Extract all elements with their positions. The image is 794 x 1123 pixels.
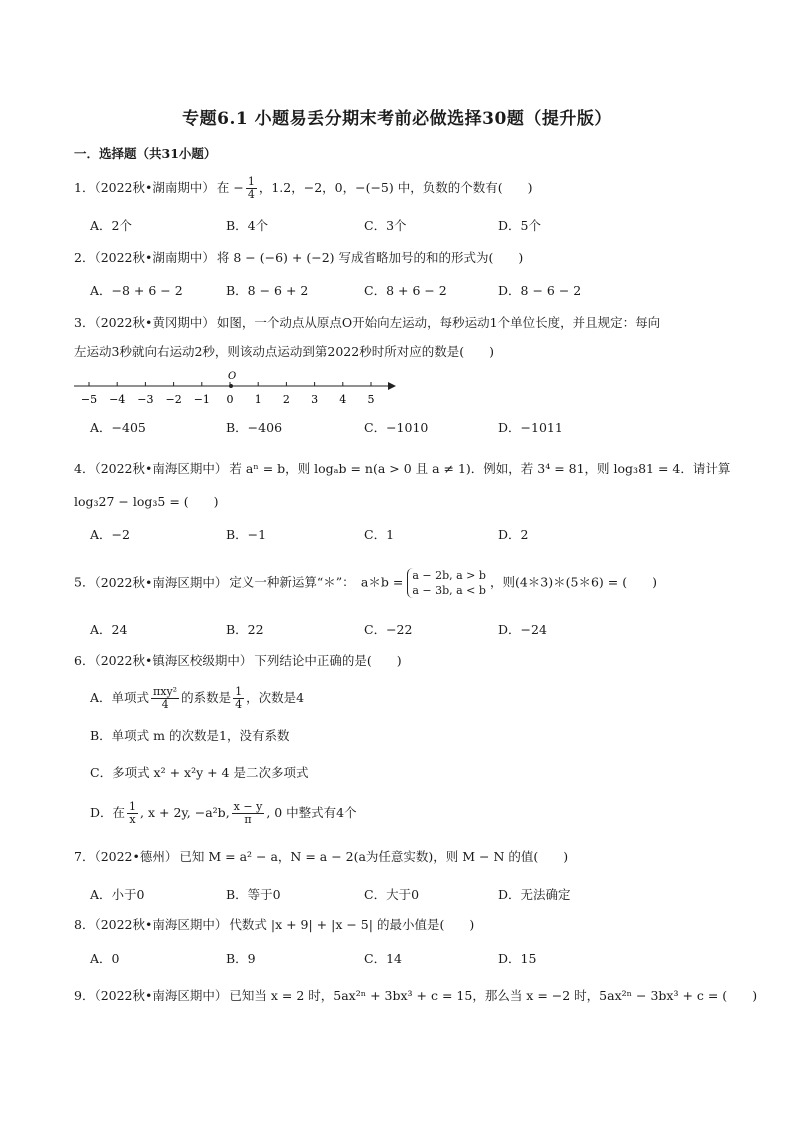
number-line-label: −3: [137, 393, 154, 406]
question-2: 2．（2022秋•湖南期中） 将 8 − (−6) + (−2) 写成省略加号的和的形式为( ): [74, 250, 524, 265]
number-line-label: 3: [311, 393, 319, 406]
option-d[interactable]: D．2: [498, 527, 529, 542]
option-c[interactable]: C．8 + 6 − 2: [364, 283, 447, 298]
question-7: 7．（2022•德州） 已知 M = a² − a，N = a − 2(a为任意实数)，则 M − N 的值( ): [74, 849, 569, 864]
question-3-options: [90, 418, 730, 438]
option-c[interactable]: C．−22: [364, 622, 413, 637]
number-line: [74, 370, 404, 410]
option-c[interactable]: C．−1010: [364, 420, 429, 435]
question-5-options: [90, 620, 730, 640]
question-5: 5．（2022秋•南海区期中） 定义一种新运算“＊”： a＊b = a − 2b, a > b a − 3b, a < b ，则(4＊3)＊(5＊6) = ( ): [74, 569, 657, 597]
number-line-label: 1: [254, 393, 262, 406]
option-d[interactable]: D．15: [498, 951, 537, 966]
option-a[interactable]: A．−405: [90, 420, 146, 435]
question-3-line-2: 左运动3秒就向右运动2秒，则该动点运动到第2022秒时所对应的数是( ): [74, 344, 494, 359]
question-3: 3．（2022秋•黄冈期中） 如图，一个动点从原点O开始向左运动，每秒运动1个单位长度，并且规定：每向: [74, 315, 661, 330]
question-2-options: [90, 281, 730, 301]
option-d[interactable]: D．5个: [498, 218, 541, 233]
option-b[interactable]: B．−1: [226, 527, 267, 542]
question-8-options: [90, 949, 730, 969]
number-line-label: −2: [165, 393, 182, 406]
option-b[interactable]: B．单项式 m 的次数是1，没有系数: [90, 728, 290, 743]
question-4: 4．（2022秋•南海区期中） 若 aⁿ = b，则 logₐb = n(a > 0 且 a ≠ 1)．例如，若 3⁴ = 81，则 log₃81 = 4．请计算: [74, 461, 731, 476]
option-c[interactable]: C．3个: [364, 218, 407, 233]
fraction: $\frac{1}{4}$: [247, 175, 255, 201]
question-7-options: [90, 885, 730, 905]
number-line-label: −4: [109, 393, 126, 406]
option-b[interactable]: B．等于0: [226, 887, 281, 902]
number-line-label: −5: [80, 393, 98, 406]
option-a[interactable]: A．小于0: [90, 887, 145, 902]
option-c[interactable]: C．1: [364, 527, 395, 542]
option-c[interactable]: C．14: [364, 951, 402, 966]
question-9: 9．（2022秋•南海区期中） 已知当 x = 2 时，5ax²ⁿ + 3bx³ + c = 15，那么当 x = −2 时，5ax²ⁿ − 3bx³ + c = ( ): [74, 988, 758, 1003]
option-d[interactable]: D．−24: [498, 622, 547, 637]
origin-label: O: [228, 371, 237, 382]
option-b[interactable]: B．−406: [226, 420, 283, 435]
option-b[interactable]: B．9: [226, 951, 256, 966]
piecewise-definition: a − 2b, a > b a − 3b, a < b: [407, 568, 486, 598]
option-d[interactable]: D．8 − 6 − 2: [498, 283, 582, 298]
number-line-label: 0: [226, 393, 234, 406]
question-1: 1．（2022秋•湖南期中） 在 − $\frac{1}{4}$ ，1.2，−2，0，−(−5) 中，负数的个数有( ): [74, 175, 533, 201]
option-a[interactable]: A．−8 + 6 − 2: [90, 283, 183, 298]
option-a[interactable]: A．0: [90, 951, 120, 966]
question-4-line-2: log₃27 − log₃5 = ( ): [74, 494, 219, 509]
question-8: 8．（2022秋•南海区期中） 代数式 |x + 9| + |x − 5| 的最小值是( ): [74, 917, 475, 932]
number-line-label: 5: [367, 393, 375, 406]
option-d[interactable]: D．−1011: [498, 420, 563, 435]
option-b[interactable]: B．22: [226, 622, 264, 637]
number-line-label: 2: [282, 393, 290, 406]
option-b[interactable]: B．4个: [226, 218, 269, 233]
question-1-options: [90, 216, 730, 236]
arrow-right-icon: [388, 382, 396, 390]
option-a[interactable]: A．单项式 $\frac{\text{πxy²}}{4}$ 的系数是 $\frac{1}{4}$ ，次数是4: [90, 685, 305, 711]
option-b[interactable]: B．8 − 6 + 2: [226, 283, 309, 298]
option-c[interactable]: C．多项式 x² + x²y + 4 是二次多项式: [90, 765, 309, 780]
number-line-label: −1: [193, 393, 210, 406]
option-a[interactable]: A．2个: [90, 218, 132, 233]
option-d[interactable]: D．在 $\frac{1}{x}$ , x + 2y, −a²b, $\frac{x - y}{\pi}$ , 0 中整式有4个: [90, 800, 357, 826]
option-c[interactable]: C．大于0: [364, 887, 420, 902]
origin-point: [229, 384, 233, 388]
option-d[interactable]: D．无法确定: [498, 887, 571, 902]
option-a[interactable]: A．24: [90, 622, 128, 637]
number-line-label: 4: [339, 393, 347, 406]
page-title: 专题6.1 小题易丢分期末考前必做选择30题（提升版）: [182, 109, 612, 129]
question-6: 6．（2022秋•镇海区校级期中） 下列结论中正确的是( ): [74, 653, 402, 668]
section-heading: 一．选择题（共31小题）: [74, 146, 217, 161]
option-a[interactable]: A．−2: [90, 527, 130, 542]
question-4-options: [90, 525, 730, 545]
